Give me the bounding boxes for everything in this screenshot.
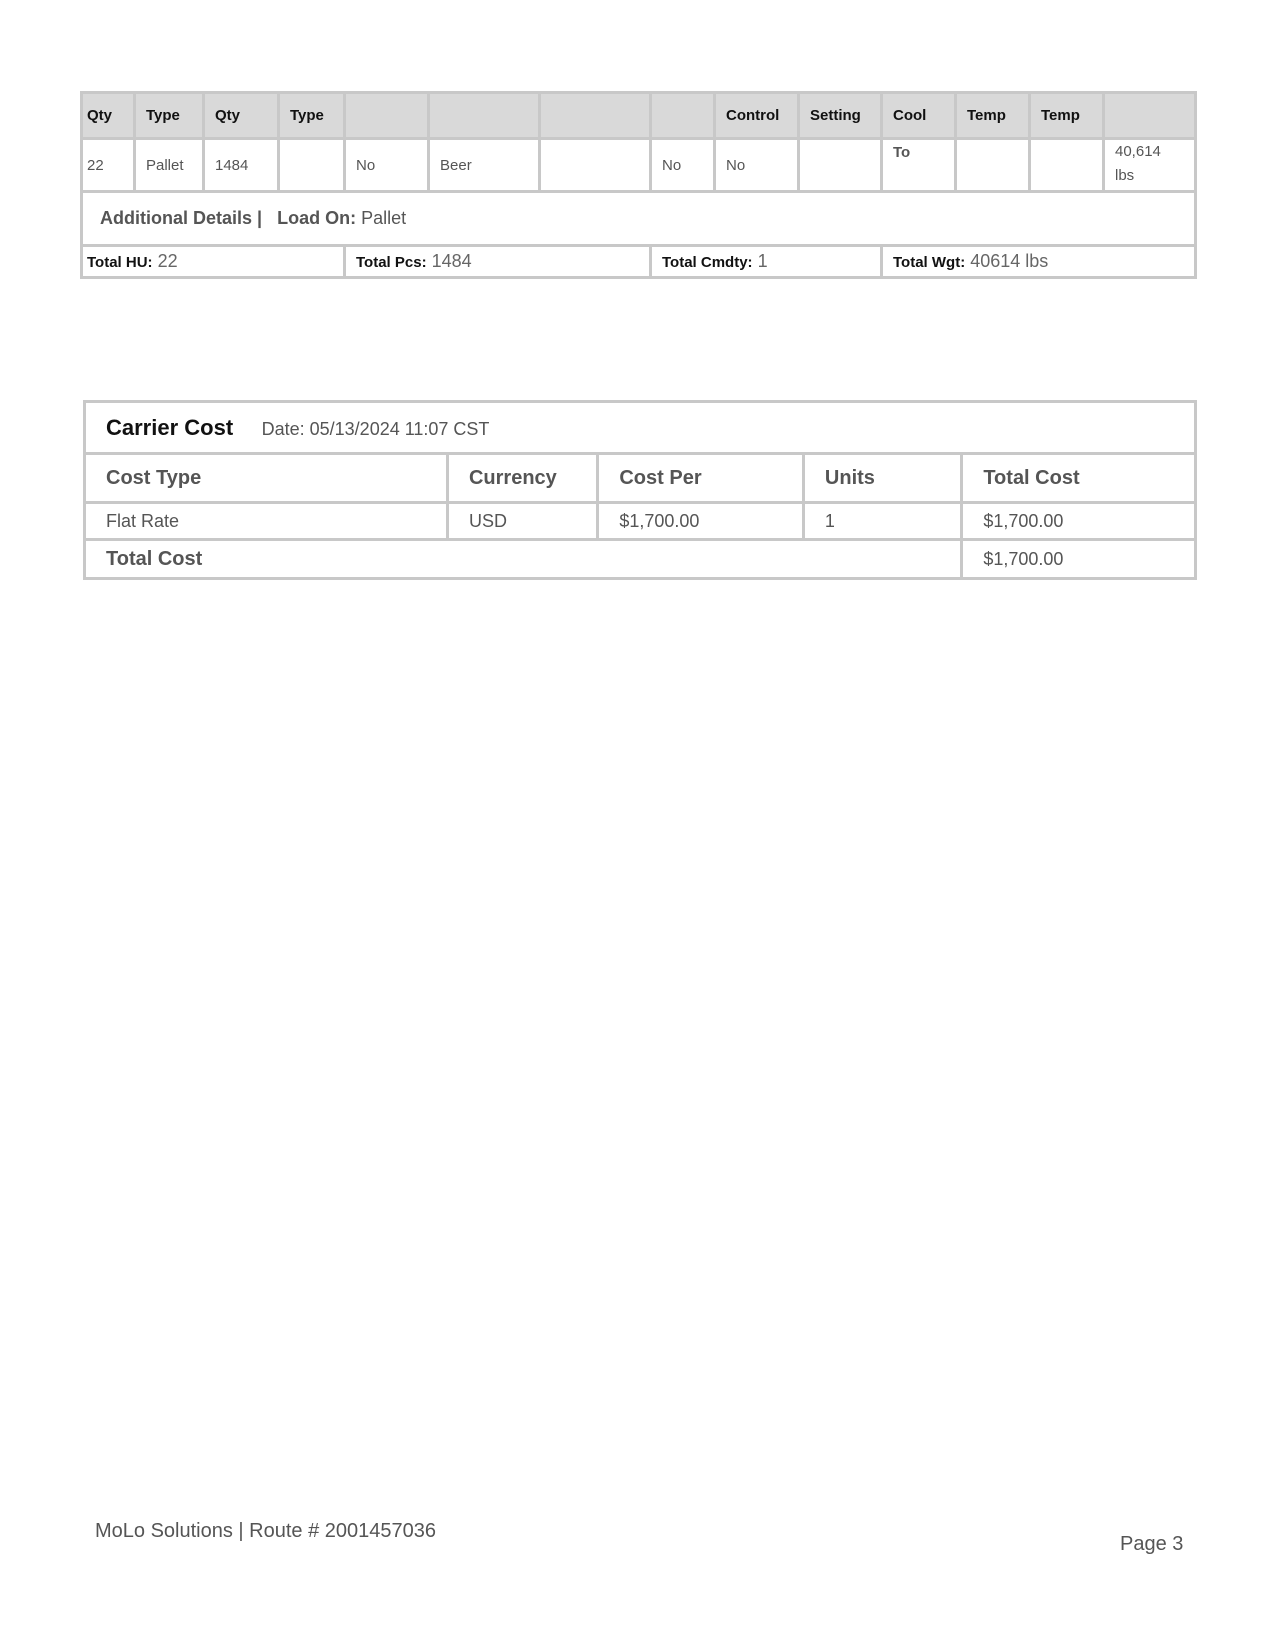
- header-units: Units: [803, 454, 961, 503]
- temp-cell: [956, 139, 1030, 192]
- hu-qty-cell: 22: [82, 139, 135, 192]
- additional-details-label: Additional Details |: [100, 208, 263, 228]
- commodity-description-cell: Beer: [429, 139, 540, 192]
- additional-details-cell: [82, 192, 1196, 246]
- table-row: [85, 503, 1196, 540]
- currency-cell: USD: [447, 503, 597, 540]
- header-cell: [429, 93, 540, 139]
- total-cost-label: Total Cost: [85, 540, 962, 579]
- commodity-table: [80, 91, 1197, 279]
- commodity-data-row: [82, 139, 1196, 192]
- total-hu-cell: [82, 246, 345, 278]
- total-pcs-cell: [345, 246, 651, 278]
- header-cell: Temp: [956, 93, 1030, 139]
- total-cost-value: $1,700.00: [962, 540, 1196, 579]
- total-hu-value: 22: [157, 251, 178, 271]
- header-currency: Currency: [447, 454, 597, 503]
- carrier-cost-title: Carrier Cost: [106, 414, 234, 440]
- carrier-cost-header-row: [85, 454, 1196, 503]
- total-cost-cell: $1,700.00: [962, 503, 1196, 540]
- total-wgt-label: Total Wgt:: [893, 254, 966, 271]
- header-cell: [1104, 93, 1196, 139]
- header-cell: Qty: [82, 93, 135, 139]
- data-cell: No: [651, 139, 715, 192]
- header-cell: Type: [279, 93, 345, 139]
- header-cell: [345, 93, 429, 139]
- data-cell: [540, 139, 651, 192]
- cool-to-cell: To: [882, 139, 956, 192]
- commodity-header-row: [82, 93, 1196, 139]
- header-cell: Type: [135, 93, 204, 139]
- header-cost-type: Cost Type: [85, 454, 448, 503]
- setting-cell: [799, 139, 882, 192]
- header-cell: Setting: [799, 93, 882, 139]
- header-cell: Temp: [1030, 93, 1104, 139]
- total-pcs-value: 1484: [431, 251, 472, 271]
- hu-type-cell: Pallet: [135, 139, 204, 192]
- weight-cell: [1104, 139, 1196, 192]
- carrier-cost-table: [83, 400, 1197, 580]
- carrier-cost-total-row: [85, 540, 1196, 579]
- header-cell: [651, 93, 715, 139]
- control-cell: No: [715, 139, 799, 192]
- data-cell: No: [345, 139, 429, 192]
- total-cmdty-cell: [651, 246, 882, 278]
- header-cost-per: Cost Per: [598, 454, 804, 503]
- footer-route: MoLo Solutions | Route # 2001457036: [95, 1520, 437, 1542]
- header-total-cost: Total Cost: [962, 454, 1196, 503]
- load-on-label: Load On:: [277, 208, 357, 228]
- load-on-value: Pallet: [361, 208, 407, 228]
- carrier-cost-date: Date: 05/13/2024 11:07 CST: [261, 418, 490, 439]
- header-cell: Control: [715, 93, 799, 139]
- total-wgt-value: 40614 lbs: [970, 251, 1049, 271]
- total-cmdty-value: 1: [757, 251, 768, 271]
- page-number: Page 3: [1120, 1533, 1184, 1555]
- total-hu-label: Total HU:: [87, 254, 153, 271]
- header-cell: Qty: [204, 93, 279, 139]
- temp-cell: [1030, 139, 1104, 192]
- cost-type-cell: Flat Rate: [85, 503, 448, 540]
- header-cell: Cool: [882, 93, 956, 139]
- total-cmdty-label: Total Cmdty:: [662, 254, 753, 271]
- carrier-cost-title-cell: [85, 402, 1196, 454]
- header-cell: [540, 93, 651, 139]
- totals-row: [82, 246, 1196, 278]
- weight-unit: lbs: [1115, 167, 1135, 184]
- pcs-qty-cell: 1484: [204, 139, 279, 192]
- units-cell: 1: [803, 503, 961, 540]
- total-pcs-label: Total Pcs:: [356, 254, 427, 271]
- additional-details-row: [82, 192, 1196, 246]
- pcs-type-cell: [279, 139, 345, 192]
- cost-per-cell: $1,700.00: [598, 503, 804, 540]
- weight-value: 40,614: [1115, 143, 1161, 160]
- total-wgt-cell: [882, 246, 1196, 278]
- carrier-cost-title-row: [85, 402, 1196, 454]
